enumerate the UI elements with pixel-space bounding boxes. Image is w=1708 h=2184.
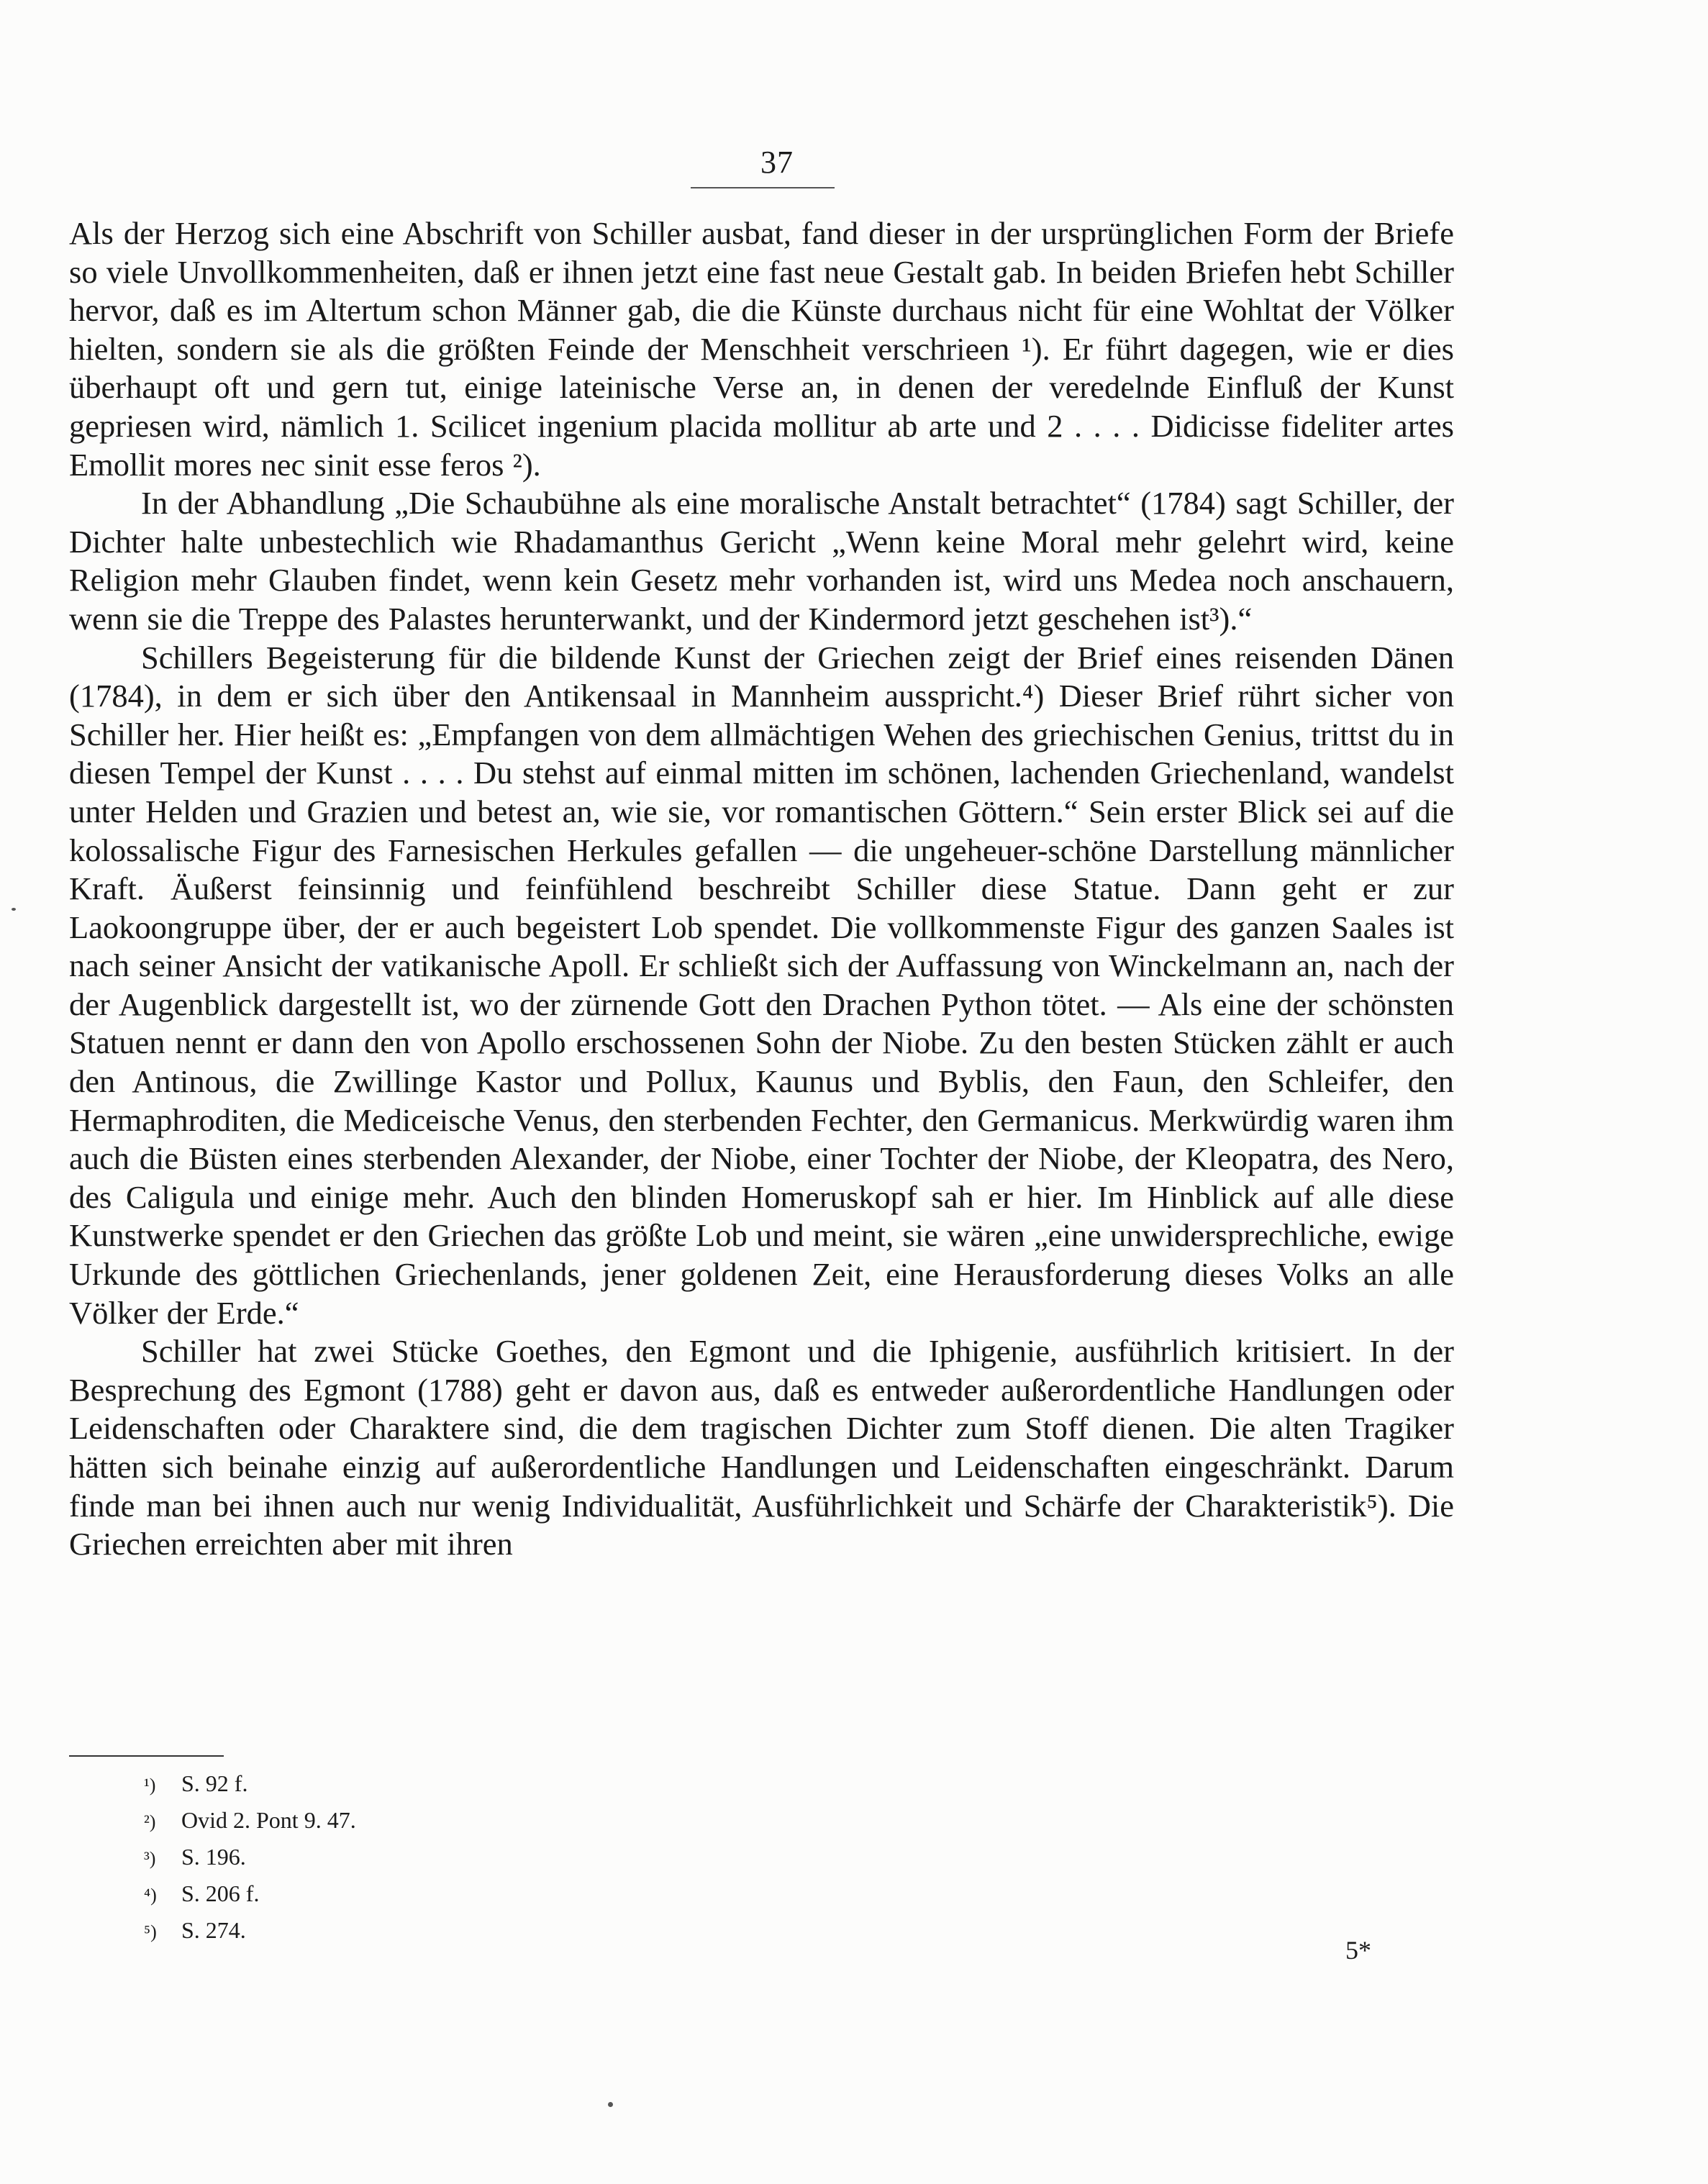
footnote [144,1876,1007,1913]
footnote-text: S. 206 f. [181,1880,260,1906]
paragraph: Schiller hat zwei Stücke Goethes, den Egmont und die Iphigenie, ausführlich kritisiert. In der Besprechung des Egmont (1788) geht er davon aus, daß es entweder außerordentliche Handlungen oder Leidenschaften oder Charaktere sind, die dem tragischen Dichter zum Stoff dienen. Die alten Tragiker hätten sich beinahe einzig auf außerordentliche Handlungen und Leidenschaften eingeschränkt. Darum finde man bei ihnen auch nur wenig Individualität, Ausführlichkeit und Schärfe der Charakteristik⁵). Die Griechen erreichten aber mit ihren [69,1333,1454,1562]
footnote [144,1803,1007,1839]
scan-speck [608,2102,613,2107]
footnote [144,1839,1007,1876]
page-number-rule [691,187,835,188]
footnote-text: S. 92 f. [181,1770,248,1796]
footnote-marker: ⁵) [144,1921,157,1942]
footnote-marker: ²) [144,1811,156,1832]
footnote [144,1913,1007,1949]
footnote [144,1766,1007,1803]
footnote-text: Ovid 2. Pont 9. 47. [181,1807,356,1833]
signature-mark: 5* [1345,1936,1371,1965]
scan-speck [12,908,16,911]
footnote-rule [69,1755,224,1757]
footnotes [144,1766,1007,1949]
footnote-marker: ¹) [144,1775,156,1796]
paragraph: Schillers Begeisterung für die bildende Kunst der Griechen zeigt der Brief eines reisenden Dänen (1784), in dem er sich über den Antikensaal in Mannheim ausspricht.⁴) Dieser Brief rührt sicher von Schiller her. Hier heißt es: „Empfangen von dem allmächtigen Wehen des griechischen Genius, trittst du in diesen Tempel der Kunst . . . . Du stehst auf einmal mitten im schönen, lachenden Griechenland, wandelst unter Helden und Grazien und betest an, wie sie, vor romantischen Göttern.“ Sein erster Blick sei auf die kolossalische Figur des Farnesischen Herkules gefallen — die ungeheuer-schöne Darstellung männlicher Kraft. Äußerst feinsinnig und feinfühlend beschreibt Schiller diese Statue. Dann geht er zur Laokoongruppe über, der er auch begeistert Lob spendet. Die vollkommenste Figur des ganzen Saales ist nach seiner Ansicht der vatikanische Apoll. Er schließt sich der Auffassung von Winckelmann an, nach der der Augenblick dargestellt ist, wo der zürnende Gott den Drachen Python tötet. — Als eine der schönsten Statuen nennt er dann den von Apollo erschossenen Sohn der Niobe. Zu den besten Stücken zählt er auch den Antinous, die Zwillinge Kastor und Pollux, Kaunus und Byblis, den Faun, den Schleifer, den Hermaphroditen, die Mediceische Venus, den sterbenden Fechter, den Germanicus. Merkwürdig waren ihm auch die Büsten eines sterbenden Alexander, der Niobe, einer Tochter der Niobe, der Kleopatra, des Nero, des Caligula und einige mehr. Auch den blinden Homeruskopf sah er hier. Im Hinblick auf alle diese Kunstwerke spendet er den Griechen das größte Lob und meint, sie wären „eine unwidersprechliche, ewige Urkunde des göttlichen Griechenlands, jener goldenen Zeit, eine Herausforderung dieses Volks an alle Völker der Erde.“ [69,639,1454,1331]
paragraph: In der Abhandlung „Die Schaubühne als eine moralische Anstalt betrachtet“ (1784) sagt Schiller, der Dichter halte unbestechlich wie Rhadamanthus Gericht „Wenn keine Moral mehr gelehrt wird, keine Religion mehr Glauben findet, wenn kein Gesetz mehr vorhanden ist, wird uns Medea noch anschauern, wenn sie die Treppe des Palastes herunterwankt, und der Kindermord jetzt geschehen ist³).“ [69,485,1454,637]
body-text [69,214,1454,1564]
page-number: 37 [760,145,794,180]
footnote-marker: ³) [144,1848,156,1869]
footnote-text: S. 196. [181,1844,246,1870]
paragraph: Als der Herzog sich eine Abschrift von Schiller ausbat, fand dieser in der ursprünglichen Form der Briefe so viele Unvollkommenheiten, daß er ihnen jetzt eine fast neue Gestalt gab. In beiden Briefen hebt Schiller hervor, daß es im Altertum schon Männer gab, die die Künste durchaus nicht für eine Wohltat der Völker hielten, sondern sie als die größten Feinde der Menschheit verschrieen ¹). Er führt dagegen, wie er dies überhaupt oft und gern tut, einige lateinische Verse an, in denen der veredelnde Einfluß der Kunst gepriesen wird, nämlich 1. Scilicet ingenium placida mollitur ab arte und 2 . . . . Didicisse fideliter artes Emollit mores nec sinit esse feros ²). [69,215,1454,483]
footnote-text: S. 274. [181,1917,246,1943]
footnote-marker: ⁴) [144,1885,157,1906]
